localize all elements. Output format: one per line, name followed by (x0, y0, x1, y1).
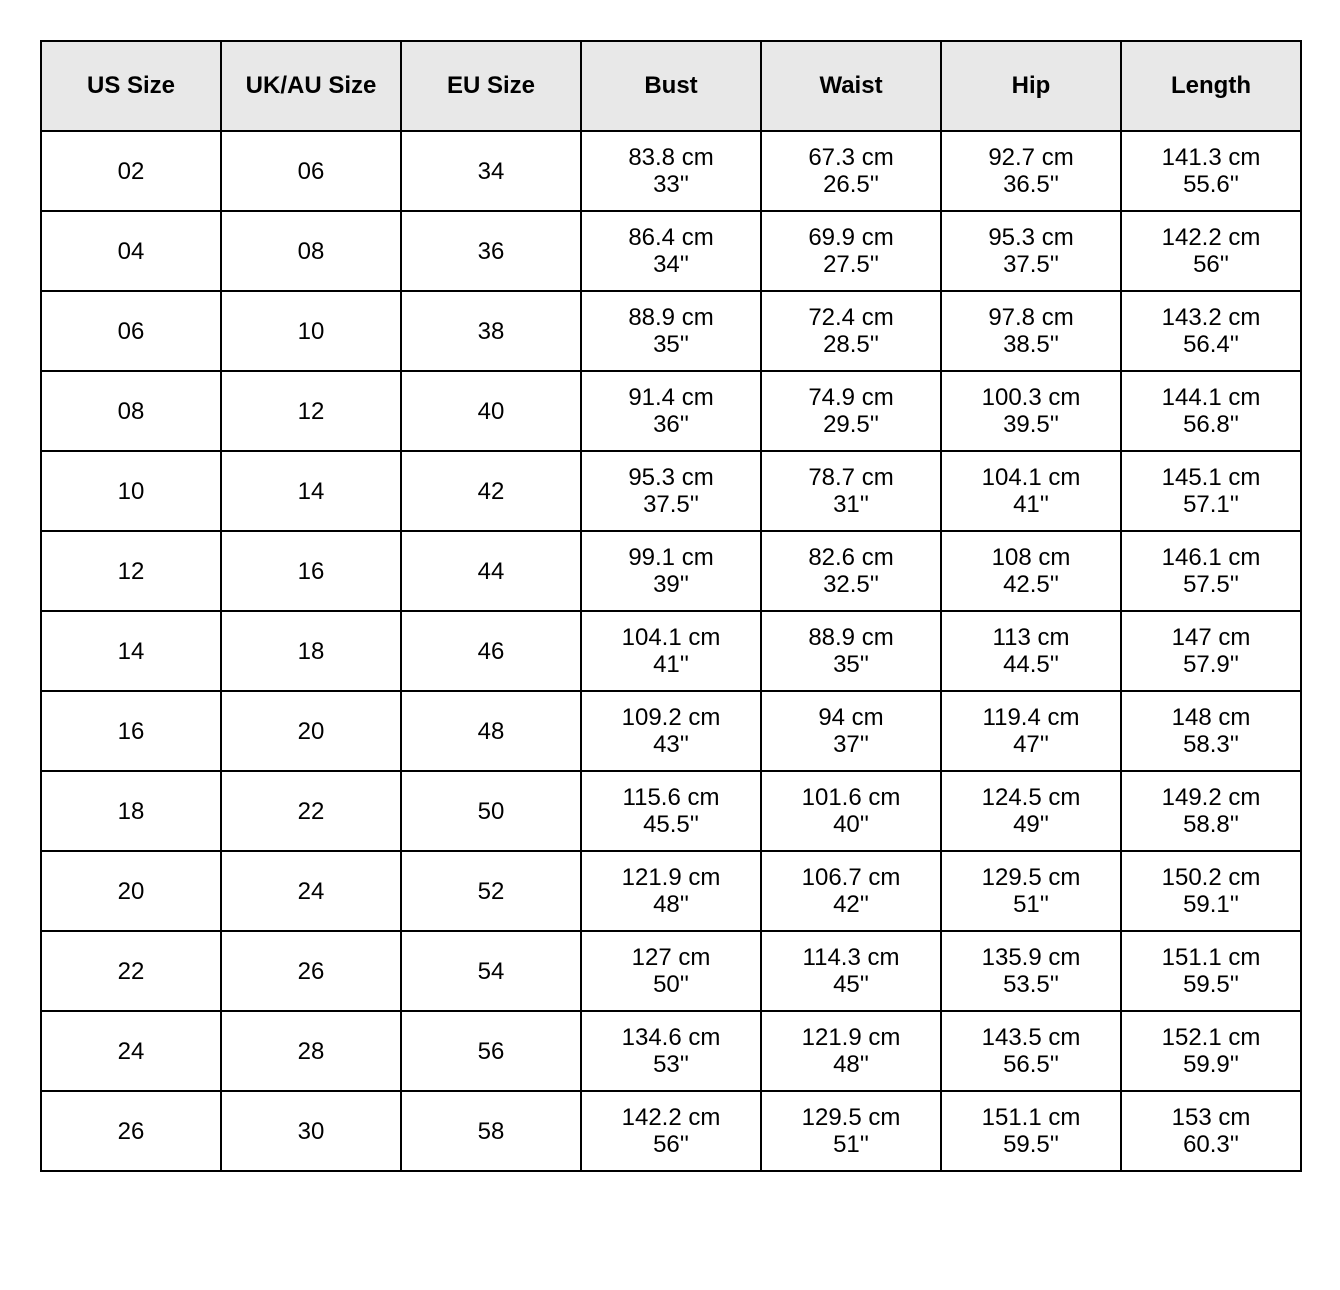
eu-size-cell: 38 (401, 291, 581, 371)
uk-au-size-cell: 12 (221, 371, 401, 451)
waist-cm-value: 114.3 cm (802, 944, 900, 971)
length-inch-value: 55.6'' (1183, 171, 1239, 198)
header-uk-au-size: UK/AU Size (221, 41, 401, 131)
header-length: Length (1121, 41, 1301, 131)
bust-cell (581, 451, 761, 531)
bust-cell (581, 211, 761, 291)
waist-cm-value: 78.7 cm (808, 464, 894, 491)
waist-cell (761, 531, 941, 611)
waist-inch-value: 45'' (833, 971, 869, 998)
hip-inch-value: 41'' (1013, 491, 1049, 518)
size-chart-table (40, 40, 1302, 1172)
length-cm-value: 145.1 cm (1161, 464, 1261, 491)
bust-cell (581, 291, 761, 371)
bust-cm-value: 95.3 cm (628, 464, 714, 491)
waist-cell (761, 131, 941, 211)
waist-inch-value: 29.5'' (823, 411, 879, 438)
hip-inch-value: 47'' (1013, 731, 1049, 758)
length-cell (1121, 371, 1301, 451)
length-inch-value: 59.1'' (1183, 891, 1239, 918)
eu-size-cell: 52 (401, 851, 581, 931)
bust-cm-value: 115.6 cm (622, 784, 720, 811)
hip-inch-value: 51'' (1013, 891, 1049, 918)
us-size-cell: 26 (41, 1091, 221, 1171)
length-inch-value: 56'' (1193, 251, 1229, 278)
length-inch-value: 57.1'' (1183, 491, 1239, 518)
table-row (41, 1011, 1301, 1091)
uk-au-size-cell: 16 (221, 531, 401, 611)
bust-cell (581, 771, 761, 851)
uk-au-size-cell: 30 (221, 1091, 401, 1171)
hip-cm-value: 104.1 cm (981, 464, 1081, 491)
hip-cm-value: 129.5 cm (981, 864, 1081, 891)
length-cm-value: 150.2 cm (1161, 864, 1261, 891)
header-hip: Hip (941, 41, 1121, 131)
hip-inch-value: 49'' (1013, 811, 1049, 838)
hip-cell (941, 931, 1121, 1011)
table-row (41, 771, 1301, 851)
bust-cm-value: 88.9 cm (628, 304, 714, 331)
header-bust: Bust (581, 41, 761, 131)
length-inch-value: 57.9'' (1183, 651, 1239, 678)
hip-cell (941, 291, 1121, 371)
eu-size-cell: 50 (401, 771, 581, 851)
bust-inch-value: 37.5'' (643, 491, 699, 518)
waist-inch-value: 42'' (833, 891, 869, 918)
hip-inch-value: 53.5'' (1003, 971, 1059, 998)
eu-size-cell: 48 (401, 691, 581, 771)
length-cm-value: 143.2 cm (1161, 304, 1261, 331)
eu-size-cell: 34 (401, 131, 581, 211)
us-size-cell: 18 (41, 771, 221, 851)
bust-cell (581, 1091, 761, 1171)
bust-cell (581, 611, 761, 691)
waist-cell (761, 1091, 941, 1171)
table-row (41, 531, 1301, 611)
table-row (41, 371, 1301, 451)
uk-au-size-cell: 06 (221, 131, 401, 211)
us-size-cell: 12 (41, 531, 221, 611)
bust-inch-value: 56'' (653, 1131, 689, 1158)
bust-cm-value: 127 cm (631, 944, 711, 971)
us-size-cell: 08 (41, 371, 221, 451)
bust-cm-value: 104.1 cm (621, 624, 721, 651)
waist-inch-value: 31'' (833, 491, 869, 518)
hip-inch-value: 38.5'' (1003, 331, 1059, 358)
eu-size-cell: 44 (401, 531, 581, 611)
length-cm-value: 152.1 cm (1161, 1024, 1261, 1051)
table-row (41, 611, 1301, 691)
hip-cm-value: 108 cm (991, 544, 1071, 571)
waist-cm-value: 74.9 cm (808, 384, 894, 411)
length-cm-value: 153 cm (1171, 1104, 1251, 1131)
hip-cell (941, 371, 1121, 451)
waist-cell (761, 291, 941, 371)
header-eu-size: EU Size (401, 41, 581, 131)
bust-cm-value: 109.2 cm (621, 704, 721, 731)
table-row (41, 1091, 1301, 1171)
header-waist: Waist (761, 41, 941, 131)
hip-cell (941, 1091, 1121, 1171)
table-row (41, 131, 1301, 211)
length-cell (1121, 1091, 1301, 1171)
waist-inch-value: 28.5'' (823, 331, 879, 358)
hip-cell (941, 131, 1121, 211)
uk-au-size-cell: 20 (221, 691, 401, 771)
us-size-cell: 22 (41, 931, 221, 1011)
hip-inch-value: 37.5'' (1003, 251, 1059, 278)
uk-au-size-cell: 26 (221, 931, 401, 1011)
hip-cm-value: 113 cm (992, 624, 1070, 651)
waist-cm-value: 82.6 cm (808, 544, 894, 571)
length-cm-value: 141.3 cm (1161, 144, 1261, 171)
bust-inch-value: 41'' (653, 651, 689, 678)
bust-cm-value: 142.2 cm (621, 1104, 721, 1131)
waist-cm-value: 94 cm (818, 704, 884, 731)
us-size-cell: 02 (41, 131, 221, 211)
length-inch-value: 59.9'' (1183, 1051, 1239, 1078)
length-cell (1121, 451, 1301, 531)
length-inch-value: 59.5'' (1183, 971, 1239, 998)
bust-inch-value: 35'' (653, 331, 689, 358)
us-size-cell: 14 (41, 611, 221, 691)
uk-au-size-cell: 28 (221, 1011, 401, 1091)
waist-cm-value: 101.6 cm (801, 784, 901, 811)
waist-cell (761, 211, 941, 291)
length-cm-value: 149.2 cm (1161, 784, 1261, 811)
bust-inch-value: 45.5'' (643, 811, 699, 838)
hip-cm-value: 124.5 cm (981, 784, 1081, 811)
bust-cell (581, 691, 761, 771)
us-size-cell: 10 (41, 451, 221, 531)
hip-cell (941, 851, 1121, 931)
eu-size-cell: 42 (401, 451, 581, 531)
uk-au-size-cell: 10 (221, 291, 401, 371)
header-us-size: US Size (41, 41, 221, 131)
table-row (41, 291, 1301, 371)
hip-inch-value: 39.5'' (1003, 411, 1059, 438)
us-size-cell: 20 (41, 851, 221, 931)
length-inch-value: 60.3'' (1183, 1131, 1239, 1158)
us-size-cell: 24 (41, 1011, 221, 1091)
bust-cell (581, 931, 761, 1011)
waist-cm-value: 106.7 cm (801, 864, 901, 891)
waist-cm-value: 129.5 cm (801, 1104, 901, 1131)
hip-cm-value: 143.5 cm (981, 1024, 1081, 1051)
eu-size-cell: 58 (401, 1091, 581, 1171)
eu-size-cell: 56 (401, 1011, 581, 1091)
hip-cell (941, 691, 1121, 771)
bust-cm-value: 91.4 cm (628, 384, 714, 411)
hip-cm-value: 95.3 cm (988, 224, 1074, 251)
length-cell (1121, 211, 1301, 291)
uk-au-size-cell: 08 (221, 211, 401, 291)
length-cm-value: 144.1 cm (1161, 384, 1261, 411)
bust-inch-value: 48'' (653, 891, 689, 918)
bust-cell (581, 531, 761, 611)
bust-inch-value: 50'' (653, 971, 689, 998)
waist-cell (761, 771, 941, 851)
eu-size-cell: 54 (401, 931, 581, 1011)
size-chart-body (41, 131, 1301, 1171)
hip-cm-value: 119.4 cm (982, 704, 1080, 731)
waist-cm-value: 121.9 cm (801, 1024, 901, 1051)
length-inch-value: 56.4'' (1183, 331, 1239, 358)
eu-size-cell: 36 (401, 211, 581, 291)
bust-inch-value: 34'' (653, 251, 689, 278)
bust-cell (581, 1011, 761, 1091)
hip-inch-value: 44.5'' (1003, 651, 1059, 678)
hip-cm-value: 92.7 cm (988, 144, 1074, 171)
waist-inch-value: 32.5'' (823, 571, 879, 598)
hip-inch-value: 36.5'' (1003, 171, 1059, 198)
waist-inch-value: 27.5'' (823, 251, 879, 278)
length-cell (1121, 611, 1301, 691)
hip-cell (941, 771, 1121, 851)
waist-cell (761, 371, 941, 451)
length-inch-value: 58.3'' (1183, 731, 1239, 758)
bust-cm-value: 99.1 cm (628, 544, 714, 571)
length-cell (1121, 771, 1301, 851)
waist-inch-value: 35'' (833, 651, 869, 678)
length-cell (1121, 691, 1301, 771)
hip-cm-value: 135.9 cm (981, 944, 1081, 971)
bust-cell (581, 131, 761, 211)
uk-au-size-cell: 24 (221, 851, 401, 931)
bust-cm-value: 86.4 cm (628, 224, 714, 251)
uk-au-size-cell: 22 (221, 771, 401, 851)
waist-inch-value: 40'' (833, 811, 869, 838)
table-row (41, 851, 1301, 931)
hip-cell (941, 1011, 1121, 1091)
size-chart-header (41, 41, 1301, 131)
eu-size-cell: 46 (401, 611, 581, 691)
table-row (41, 931, 1301, 1011)
uk-au-size-cell: 18 (221, 611, 401, 691)
length-cm-value: 146.1 cm (1161, 544, 1261, 571)
waist-cm-value: 69.9 cm (808, 224, 894, 251)
length-inch-value: 58.8'' (1183, 811, 1239, 838)
length-cell (1121, 131, 1301, 211)
us-size-cell: 04 (41, 211, 221, 291)
length-cm-value: 147 cm (1171, 624, 1251, 651)
hip-cm-value: 151.1 cm (981, 1104, 1081, 1131)
waist-inch-value: 26.5'' (823, 171, 879, 198)
table-row (41, 451, 1301, 531)
hip-cell (941, 451, 1121, 531)
hip-cell (941, 531, 1121, 611)
length-cell (1121, 931, 1301, 1011)
length-inch-value: 56.8'' (1183, 411, 1239, 438)
bust-inch-value: 53'' (653, 1051, 689, 1078)
length-cm-value: 151.1 cm (1161, 944, 1261, 971)
hip-inch-value: 59.5'' (1003, 1131, 1059, 1158)
bust-inch-value: 39'' (653, 571, 689, 598)
length-cm-value: 142.2 cm (1161, 224, 1261, 251)
bust-inch-value: 43'' (653, 731, 689, 758)
bust-cm-value: 121.9 cm (621, 864, 721, 891)
table-row (41, 211, 1301, 291)
length-cell (1121, 851, 1301, 931)
uk-au-size-cell: 14 (221, 451, 401, 531)
hip-cm-value: 97.8 cm (988, 304, 1074, 331)
bust-cm-value: 134.6 cm (621, 1024, 721, 1051)
length-cell (1121, 291, 1301, 371)
waist-cm-value: 67.3 cm (808, 144, 894, 171)
eu-size-cell: 40 (401, 371, 581, 451)
waist-cell (761, 931, 941, 1011)
waist-cell (761, 691, 941, 771)
length-cell (1121, 1011, 1301, 1091)
waist-cm-value: 88.9 cm (808, 624, 894, 651)
length-cell (1121, 531, 1301, 611)
bust-inch-value: 33'' (653, 171, 689, 198)
waist-cell (761, 1011, 941, 1091)
length-inch-value: 57.5'' (1183, 571, 1239, 598)
waist-cell (761, 611, 941, 691)
waist-cell (761, 451, 941, 531)
hip-cm-value: 100.3 cm (981, 384, 1081, 411)
waist-inch-value: 48'' (833, 1051, 869, 1078)
table-row (41, 691, 1301, 771)
us-size-cell: 16 (41, 691, 221, 771)
waist-inch-value: 51'' (833, 1131, 869, 1158)
length-cm-value: 148 cm (1171, 704, 1251, 731)
waist-cm-value: 72.4 cm (808, 304, 894, 331)
hip-inch-value: 42.5'' (1003, 571, 1059, 598)
hip-cell (941, 211, 1121, 291)
waist-cell (761, 851, 941, 931)
bust-cell (581, 851, 761, 931)
us-size-cell: 06 (41, 291, 221, 371)
waist-inch-value: 37'' (833, 731, 869, 758)
hip-inch-value: 56.5'' (1003, 1051, 1059, 1078)
bust-cm-value: 83.8 cm (628, 144, 714, 171)
hip-cell (941, 611, 1121, 691)
bust-inch-value: 36'' (653, 411, 689, 438)
header-row (41, 41, 1301, 131)
bust-cell (581, 371, 761, 451)
